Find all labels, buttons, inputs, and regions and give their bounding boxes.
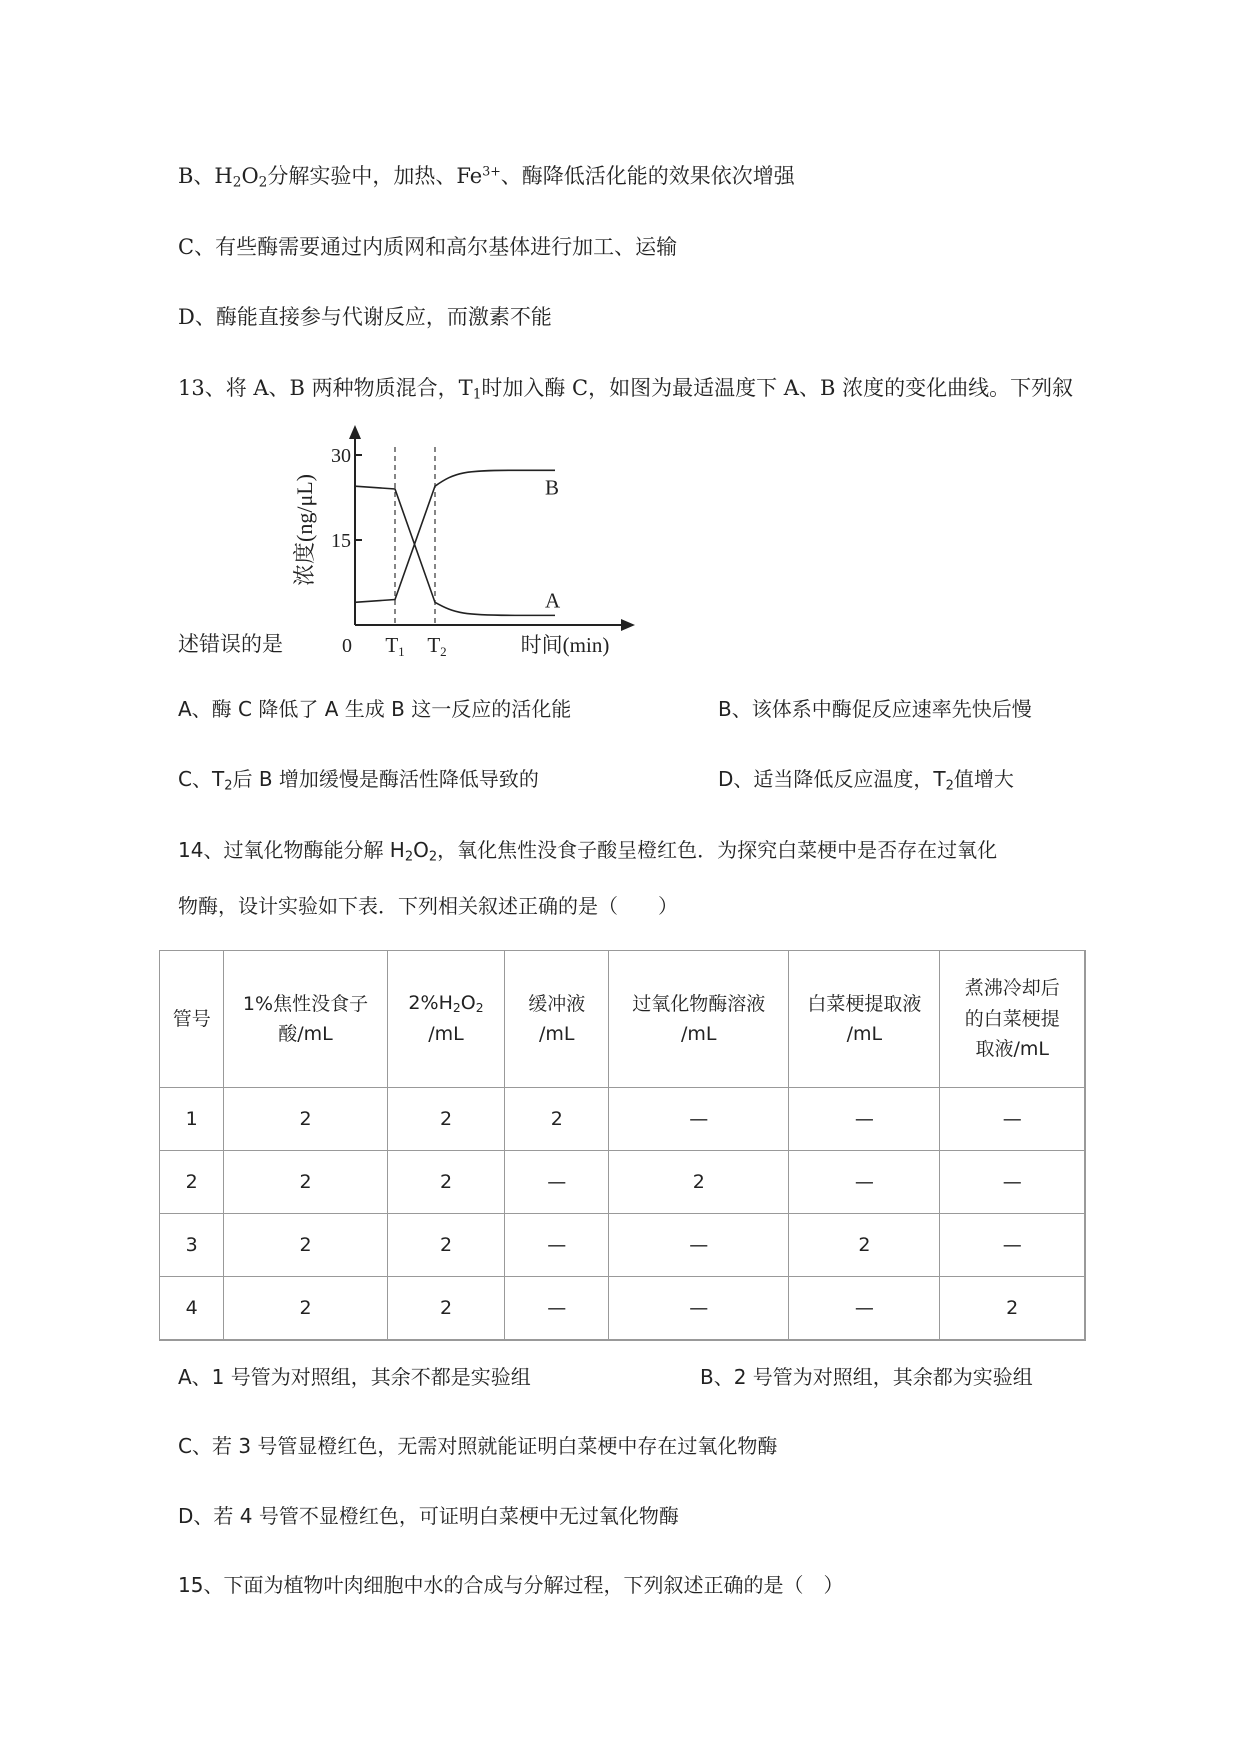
table-cell: 2 <box>505 1088 609 1151</box>
table-cell: 2 <box>387 1214 505 1277</box>
t1-label: T1 <box>385 633 405 659</box>
header-peroxidase: 过氧化物酶溶液 /mL <box>609 951 789 1088</box>
curve-b <box>355 470 555 602</box>
table-cell: — <box>940 1214 1085 1277</box>
q13-option-d: D、适当降低反应温度，$T_2$值增大 <box>718 767 1014 794</box>
table-row <box>160 1214 1086 1277</box>
y-axis-label: 浓度(ng/μL) <box>292 474 317 586</box>
table-row <box>160 1088 1086 1151</box>
table-cell: — <box>505 1277 609 1341</box>
x-axis-arrow <box>621 619 635 631</box>
table-cell: 2 <box>387 1277 505 1341</box>
y-ticks <box>331 445 362 552</box>
header-h2o2: $2\%H_2O_2$ /mL <box>387 951 505 1088</box>
chart-labels <box>292 474 609 659</box>
header-boiled-extract: 煮沸冷却后 的白菜梗提 取液/mL <box>940 951 1085 1088</box>
q13-option-b: B、该体系中酶促反应速率先快后慢 <box>718 697 1032 721</box>
q13-option-c: C、$T_2$后 B 增加缓慢是酶活性降低导致的 <box>178 767 539 794</box>
table-cell: 2 <box>387 1151 505 1214</box>
header-buffer: 缓冲液 /mL <box>505 951 609 1088</box>
table-header-row <box>160 951 1086 1088</box>
table-row <box>160 1151 1086 1214</box>
table-cell: — <box>609 1088 789 1151</box>
y-tick-label: 30 <box>331 445 351 467</box>
table-cell: 2 <box>224 1088 387 1151</box>
reference-lines <box>395 447 435 625</box>
q12-option-c: C、有些酶需要通过内质网和高尔基体进行加工、运输 <box>178 235 678 259</box>
q13-option-a: A、酶 C 降低了 A 生成 B 这一反应的活化能 <box>178 697 572 721</box>
table-cell: 2 <box>609 1151 789 1214</box>
q14-option-b: B、2 号管为对照组，其余都为实验组 <box>700 1365 1033 1389</box>
table-cell: — <box>609 1277 789 1341</box>
table-cell: — <box>789 1277 940 1341</box>
q12-option-d: D、酶能直接参与代谢反应，而激素不能 <box>178 305 552 329</box>
series-label-a: A <box>545 588 561 613</box>
q15-stem: 15、下面为植物叶肉细胞中水的合成与分解过程，下列叙述正确的是（ ） <box>178 1573 844 1597</box>
q12-option-b: B、$H_2O_2$分解实验中，加热、$Fe^{3+}$、酶降低活化能的效果依次增强 <box>178 163 795 191</box>
y-tick-label: 15 <box>331 530 351 552</box>
x-axis-label: 时间(min) <box>520 633 610 657</box>
table-cell: 2 <box>940 1277 1085 1341</box>
origin-label: 0 <box>342 635 352 657</box>
table-cell: — <box>940 1088 1085 1151</box>
experiment-table <box>159 950 1086 1341</box>
concentration-chart <box>290 420 650 665</box>
curve-a <box>355 486 555 615</box>
q13-stem-end: 述错误的是 <box>178 632 283 656</box>
table-cell: 1 <box>160 1088 224 1151</box>
q14-option-c: C、若 3 号管显橙红色，无需对照就能证明白菜梗中存在过氧化物酶 <box>178 1434 778 1458</box>
chart-curves <box>355 470 561 615</box>
q14-option-d: D、若 4 号管不显橙红色，可证明白菜梗中无过氧化物酶 <box>178 1504 679 1528</box>
q14-stem-line2: 物酶，设计实验如下表．下列相关叙述正确的是（ ） <box>178 894 678 918</box>
table-cell: — <box>789 1151 940 1214</box>
t2-label: T2 <box>427 633 447 659</box>
header-cabbage-extract: 白菜梗提取液 /mL <box>789 951 940 1088</box>
q13-stem: 13、将 A、B 两种物质混合，$T_1$时加入酶 C，如图为最适温度下 A、B 浓度的变化曲线。下列叙 <box>178 376 1074 403</box>
header-pyrogallol: 1%焦性没食子 酸/mL <box>224 951 387 1088</box>
table-cell: 2 <box>160 1151 224 1214</box>
header-tube-number: 管号 <box>160 951 224 1088</box>
table-cell: — <box>940 1151 1085 1214</box>
table-cell: — <box>789 1088 940 1151</box>
table-cell: — <box>505 1214 609 1277</box>
table-cell: 2 <box>387 1088 505 1151</box>
table-cell: 2 <box>224 1214 387 1277</box>
series-label-b: B <box>545 475 560 500</box>
y-axis-arrow <box>349 425 361 439</box>
table-row <box>160 1277 1086 1341</box>
table-cell: 4 <box>160 1277 224 1341</box>
q14-option-a: A、1 号管为对照组，其余不都是实验组 <box>178 1365 531 1389</box>
table-cell: 3 <box>160 1214 224 1277</box>
table-cell: 2 <box>224 1151 387 1214</box>
table-cell: — <box>505 1151 609 1214</box>
table-cell: 2 <box>789 1214 940 1277</box>
q14-stem-line1: 14、过氧化物酶能分解 $H_2O_2$，氧化焦性没食子酸呈橙红色．为探究白菜梗中是否存在过氧化 <box>178 838 998 865</box>
table-cell: — <box>609 1214 789 1277</box>
table-cell: 2 <box>224 1277 387 1341</box>
